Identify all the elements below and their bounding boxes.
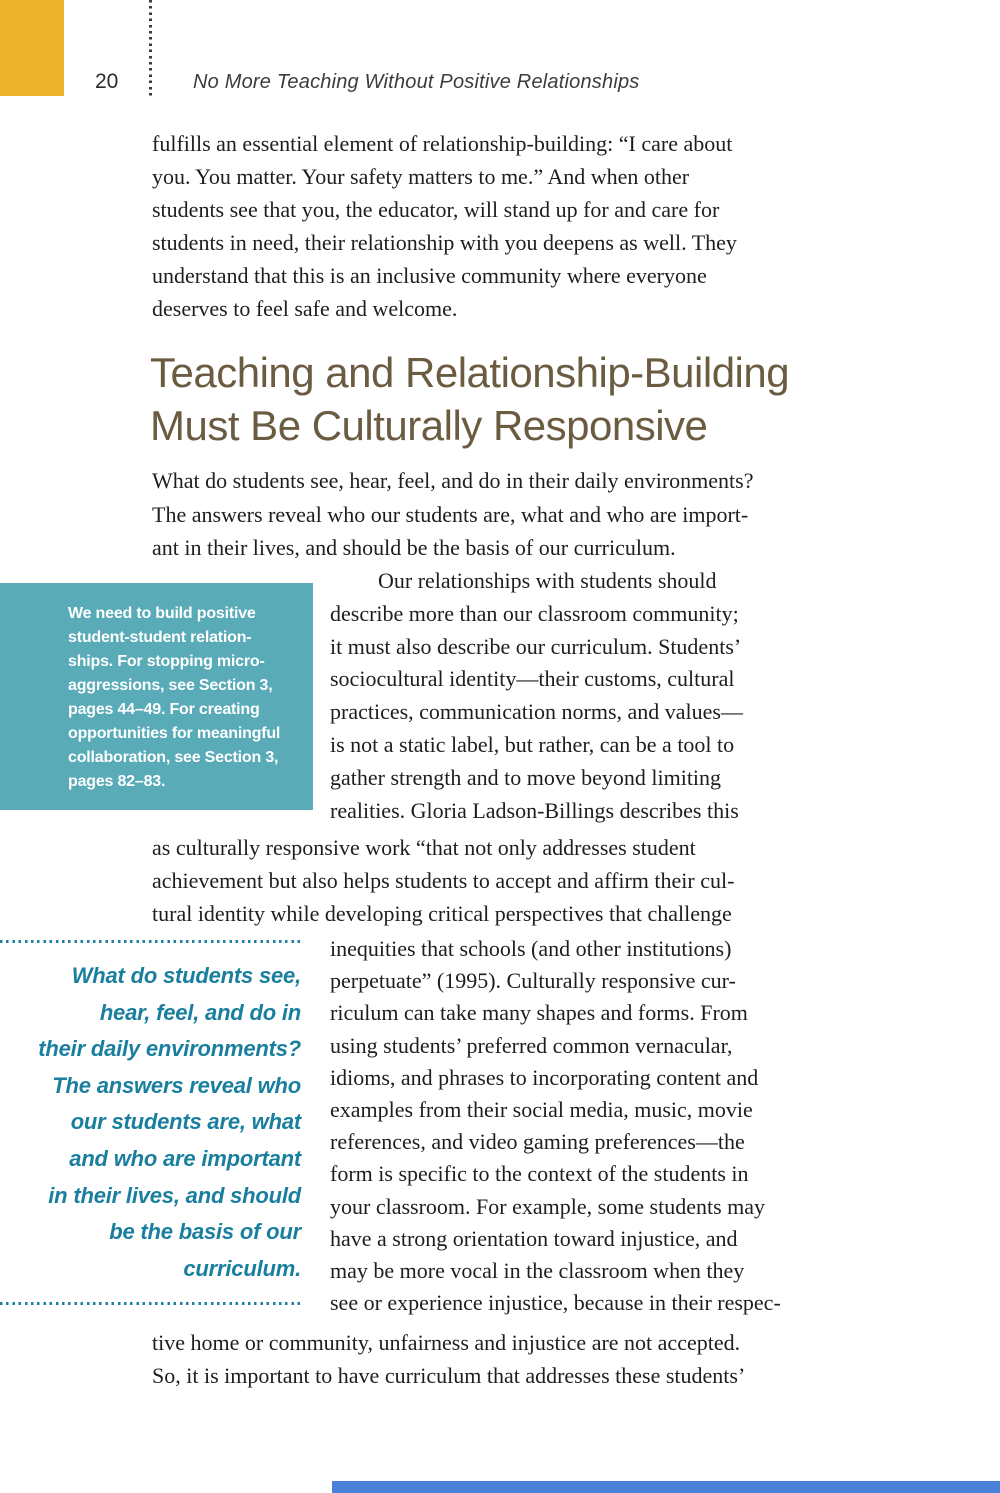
text-line: idioms, and phrases to incorporating content and (330, 1064, 759, 1090)
sidebar-note-text (68, 602, 280, 794)
text-line: What do students see, (71, 963, 301, 988)
text-line: deserves to feel safe and welcome. (152, 296, 458, 321)
text-line: realities. Gloria Ladson-Billings describes this (330, 797, 739, 823)
text-line: understand that this is an inclusive community where everyone (152, 263, 707, 288)
header-dotted-divider (149, 0, 152, 97)
text-line: The answers reveal who (52, 1072, 301, 1098)
page-number: 20 (95, 70, 119, 93)
text-line: it must also describe our curriculum. Students’ (330, 633, 742, 659)
text-line: as culturally responsive work “that not only addresses student (152, 835, 696, 860)
pull-quote-top-rule (0, 940, 301, 943)
text-line: Our relationships with students should (378, 568, 717, 593)
text-line: So, it is important to have curriculum that addresses these students’ (152, 1363, 746, 1388)
pull-quote-bottom-rule (0, 1302, 301, 1305)
text-line: form is specific to the context of the students in (330, 1161, 749, 1187)
text-line: We need to build positive (68, 605, 256, 622)
text-line: pages 82–83. (68, 773, 166, 790)
text-line: and who are important (69, 1145, 301, 1171)
text-line: be the basis of our (109, 1219, 301, 1245)
text-line: see or experience injustice, because in their respec- (330, 1290, 781, 1316)
text-line: opportunities for meaningful (68, 725, 281, 742)
text-line: aggressions, see Section 3, (68, 677, 273, 694)
text-line: tive home or community, unfairness and injustice are not accepted. (152, 1330, 741, 1355)
body-text-full-width-1 (152, 831, 734, 930)
text-line: curriculum. (183, 1255, 301, 1281)
text-line: inequities that schools (and other institutions) (330, 936, 732, 961)
body-text-beside-sidebar (330, 565, 743, 827)
text-line: gather strength and to move beyond limiting (330, 764, 722, 790)
text-line: student-student relation- (68, 629, 252, 646)
corner-accent-block (0, 0, 64, 96)
body-text-beside-quote (330, 933, 781, 1319)
text-line: collaboration, see Section 3, (68, 749, 279, 766)
running-head: No More Teaching Without Positive Relationships (193, 71, 640, 93)
text-line: you. You matter. Your safety matters to me.” And when other (152, 164, 690, 189)
text-line: students see that you, the educator, will stand up for and care for (152, 197, 720, 222)
text-line: students in need, their relationship with you deepens as well. They (152, 230, 737, 255)
text-line: is not a static label, but rather, can be a tool to (330, 731, 735, 757)
text-line: achievement but also helps students to accept and affirm their cul- (152, 868, 735, 893)
sidebar-note-box (0, 583, 313, 810)
text-line: The answers reveal who our students are, what and who are import- (152, 501, 749, 527)
text-line: have a strong orientation toward injustice, and (330, 1225, 738, 1251)
text-line: may be more vocal in the classroom when they (330, 1258, 745, 1284)
text-line: perpetuate” (1995). Culturally responsive cur- (330, 968, 736, 994)
body-text-full-width-2 (152, 1326, 745, 1392)
pull-quote (0, 958, 301, 1287)
text-line: Teaching and Relationship-Building (150, 349, 790, 396)
text-line: ships. For stopping micro- (68, 653, 265, 670)
text-line: using students’ preferred common vernacular, (330, 1032, 733, 1058)
text-line: ant in their lives, and should be the basis of our curriculum. (152, 535, 676, 560)
text-line: pages 44–49. For creating (68, 701, 260, 718)
text-line: in their lives, and should (48, 1182, 301, 1208)
text-line: hear, feel, and do in (99, 999, 301, 1025)
text-line: sociocultural identity—their customs, cultural (330, 666, 735, 692)
text-line: fulfills an essential element of relationship-building: “I care about (152, 131, 733, 156)
text-line: tural identity while developing critical perspectives that challenge (152, 901, 732, 926)
text-line: riculum can take many shapes and forms. From (330, 1000, 748, 1026)
lead-paragraph (152, 464, 754, 565)
text-line: your classroom. For example, some students may (330, 1193, 766, 1219)
text-line: their daily environments? (38, 1036, 301, 1062)
text-line: practices, communication norms, and values— (330, 699, 743, 725)
footer-accent-bar (332, 1481, 1000, 1493)
text-line: Must Be Culturally Responsive (150, 402, 708, 449)
intro-paragraph (152, 127, 737, 325)
text-line: What do students see, hear, feel, and do in their daily environments? (152, 468, 754, 493)
section-heading (150, 346, 789, 452)
text-line: examples from their social media, music, movie (330, 1097, 753, 1123)
text-line: our students are, what (70, 1109, 301, 1135)
text-line: describe more than our classroom community; (330, 600, 739, 626)
text-line: references, and video gaming preferences—the (330, 1129, 745, 1155)
